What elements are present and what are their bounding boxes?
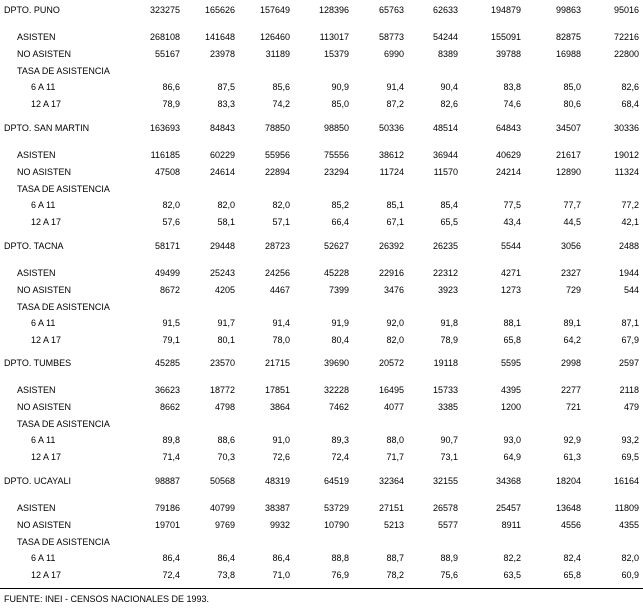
- cell-value: 74,6: [503, 99, 521, 109]
- cell-value: 8672: [159, 285, 180, 295]
- cell-value: 19012: [613, 150, 639, 160]
- cell-value: 80,6: [563, 99, 581, 109]
- cell-value: 90,7: [440, 435, 458, 445]
- cell-value: 43,4: [503, 217, 521, 227]
- cell-value: 11809: [614, 503, 639, 513]
- cell-value: 64,2: [563, 335, 581, 345]
- cell-value: 73,8: [217, 570, 235, 580]
- cell-value: 72,4: [162, 570, 180, 580]
- row-label: 12 A 17: [31, 335, 62, 345]
- cell-value: 85,2: [331, 200, 349, 210]
- cell-value: 91,8: [440, 318, 458, 328]
- cell-value: 48319: [264, 476, 290, 486]
- cell-value: 82875: [555, 32, 581, 42]
- cell-value: 60229: [209, 150, 235, 160]
- source-footnote: FUENTE: INEI - CENSOS NACIONALES DE 1993.: [4, 594, 210, 604]
- table-row: [0, 149, 643, 161]
- cell-value: 75,6: [440, 570, 458, 580]
- cell-value: 65,8: [503, 335, 521, 345]
- department-total-row: [0, 475, 643, 487]
- table-row: [0, 536, 643, 548]
- cell-value: 88,7: [386, 553, 404, 563]
- cell-value: 9769: [214, 520, 235, 530]
- cell-value: 95016: [613, 5, 639, 15]
- cell-value: 74,2: [272, 99, 290, 109]
- row-label: 6 A 11: [31, 553, 56, 563]
- cell-value: 18772: [209, 385, 235, 395]
- cell-value: 23978: [209, 49, 235, 59]
- table-row: [0, 519, 643, 531]
- cell-value: 61,3: [563, 452, 581, 462]
- cell-value: 82,0: [386, 335, 404, 345]
- table-row: [0, 166, 643, 178]
- cell-value: 30336: [613, 123, 639, 133]
- row-label: NO ASISTEN: [17, 520, 72, 530]
- cell-value: 91,7: [217, 318, 235, 328]
- cell-value: 26578: [432, 503, 458, 513]
- cell-value: 19701: [154, 520, 180, 530]
- table-row: [0, 183, 643, 195]
- cell-value: 3056: [560, 241, 581, 251]
- table-row: [0, 31, 643, 43]
- cell-value: 4271: [500, 268, 521, 278]
- row-label: 12 A 17: [31, 452, 62, 462]
- cell-value: 32364: [378, 476, 404, 486]
- cell-value: 2118: [619, 385, 639, 395]
- row-label: DPTO. TUMBES: [4, 358, 72, 368]
- cell-value: 65,8: [563, 570, 581, 580]
- row-label: ASISTEN: [17, 385, 56, 395]
- cell-value: 32228: [323, 385, 349, 395]
- cell-value: 83,3: [217, 99, 235, 109]
- cell-value: 4467: [269, 285, 290, 295]
- cell-value: 194879: [490, 5, 521, 15]
- row-label: DPTO. SAN MARTIN: [4, 123, 90, 133]
- table-row: [0, 384, 643, 396]
- cell-value: 16164: [613, 476, 639, 486]
- cell-value: 55956: [264, 150, 290, 160]
- cell-value: 45285: [154, 358, 180, 368]
- cell-value: 88,6: [217, 435, 235, 445]
- row-label: 6 A 11: [31, 82, 56, 92]
- cell-value: 15733: [432, 385, 458, 395]
- cell-value: 72216: [613, 32, 639, 42]
- cell-value: 86,4: [162, 553, 180, 563]
- cell-value: 91,9: [331, 318, 349, 328]
- cell-value: 82,4: [563, 553, 581, 563]
- cell-value: 68,4: [621, 99, 639, 109]
- cell-value: 79,1: [162, 335, 180, 345]
- row-label: DPTO. UCAYALI: [4, 476, 72, 486]
- cell-value: 77,2: [621, 200, 639, 210]
- cell-value: 12890: [555, 167, 581, 177]
- cell-value: 58171: [154, 241, 180, 251]
- cell-value: 10790: [323, 520, 349, 530]
- cell-value: 1200: [500, 402, 521, 412]
- cell-value: 64843: [495, 123, 521, 133]
- cell-value: 729: [565, 285, 581, 295]
- cell-value: 80,1: [217, 335, 235, 345]
- table-row: [0, 199, 643, 211]
- department-total-row: [0, 122, 643, 134]
- cell-value: 57,1: [272, 217, 290, 227]
- cell-value: 3385: [437, 402, 458, 412]
- cell-value: 87,1: [621, 318, 639, 328]
- cell-value: 36623: [154, 385, 180, 395]
- cell-value: 65,5: [440, 217, 458, 227]
- cell-value: 78,2: [386, 570, 404, 580]
- cell-value: 92,0: [386, 318, 404, 328]
- cell-value: 93,2: [621, 435, 639, 445]
- cell-value: 88,1: [503, 318, 521, 328]
- cell-value: 91,5: [162, 318, 180, 328]
- cell-value: 34368: [495, 476, 521, 486]
- row-label: 6 A 11: [31, 318, 56, 328]
- cell-value: 89,3: [331, 435, 349, 445]
- cell-value: 85,1: [386, 200, 404, 210]
- cell-value: 82,0: [162, 200, 180, 210]
- cell-value: 91,0: [272, 435, 290, 445]
- cell-value: 82,6: [621, 82, 639, 92]
- cell-value: 44,5: [563, 217, 581, 227]
- cell-value: 85,0: [563, 82, 581, 92]
- cell-value: 22312: [432, 268, 458, 278]
- row-label: TASA DE ASISTENCIA: [17, 66, 110, 76]
- table-row: [0, 267, 643, 279]
- cell-value: 7399: [328, 285, 349, 295]
- table-row: [0, 451, 643, 463]
- cell-value: 18204: [555, 476, 581, 486]
- cell-value: 78,0: [272, 335, 290, 345]
- cell-value: 721: [565, 402, 581, 412]
- cell-value: 98850: [323, 123, 349, 133]
- cell-value: 28723: [264, 241, 290, 251]
- cell-value: 21617: [555, 150, 581, 160]
- cell-value: 8911: [501, 520, 521, 530]
- cell-value: 29448: [209, 241, 235, 251]
- cell-value: 4355: [618, 520, 639, 530]
- cell-value: 5577: [437, 520, 458, 530]
- cell-value: 22800: [613, 49, 639, 59]
- table-row: [0, 434, 643, 446]
- cell-value: 4395: [500, 385, 521, 395]
- cell-value: 78,9: [162, 99, 180, 109]
- row-label: DPTO. TACNA: [4, 241, 64, 251]
- cell-value: 155091: [490, 32, 521, 42]
- cell-value: 82,6: [440, 99, 458, 109]
- cell-value: 71,4: [162, 452, 180, 462]
- row-label: 12 A 17: [31, 217, 62, 227]
- cell-value: 15379: [323, 49, 349, 59]
- cell-value: 58773: [378, 32, 404, 42]
- cell-value: 76,9: [331, 570, 349, 580]
- cell-value: 31189: [265, 49, 290, 59]
- cell-value: 60,9: [621, 570, 639, 580]
- table-row: [0, 48, 643, 60]
- cell-value: 323275: [149, 5, 180, 15]
- cell-value: 141648: [204, 32, 235, 42]
- cell-value: 8389: [437, 49, 458, 59]
- cell-value: 3476: [383, 285, 404, 295]
- cell-value: 163693: [149, 123, 180, 133]
- cell-value: 26392: [378, 241, 404, 251]
- cell-value: 88,8: [331, 553, 349, 563]
- footer-divider: [0, 588, 643, 589]
- cell-value: 99863: [555, 5, 581, 15]
- cell-value: 22916: [378, 268, 404, 278]
- cell-value: 92,9: [563, 435, 581, 445]
- cell-value: 85,0: [331, 99, 349, 109]
- cell-value: 87,5: [217, 82, 235, 92]
- row-label: ASISTEN: [17, 268, 56, 278]
- cell-value: 62633: [432, 5, 458, 15]
- cell-value: 52627: [323, 241, 349, 251]
- cell-value: 2488: [618, 241, 639, 251]
- cell-value: 72,6: [272, 452, 290, 462]
- cell-value: 78,9: [440, 335, 458, 345]
- cell-value: 88,9: [440, 553, 458, 563]
- row-label: ASISTEN: [17, 32, 56, 42]
- cell-value: 116185: [150, 150, 180, 160]
- cell-value: 32155: [432, 476, 458, 486]
- cell-value: 39788: [495, 49, 521, 59]
- row-label: NO ASISTEN: [17, 402, 72, 412]
- cell-value: 98887: [154, 476, 180, 486]
- cell-value: 26235: [432, 241, 458, 251]
- cell-value: 113017: [319, 32, 349, 42]
- cell-value: 3864: [269, 402, 290, 412]
- cell-value: 54244: [432, 32, 458, 42]
- cell-value: 25457: [495, 503, 521, 513]
- cell-value: 23294: [323, 167, 349, 177]
- cell-value: 23570: [209, 358, 235, 368]
- cell-value: 39690: [323, 358, 349, 368]
- table-row: [0, 301, 643, 313]
- cell-value: 55167: [154, 49, 180, 59]
- table-row: [0, 65, 643, 77]
- table-row: [0, 216, 643, 228]
- cell-value: 82,0: [272, 200, 290, 210]
- cell-value: 165626: [204, 5, 235, 15]
- table-row: [0, 317, 643, 329]
- cell-value: 47508: [154, 167, 180, 177]
- cell-value: 128396: [318, 5, 349, 15]
- cell-value: 2998: [560, 358, 581, 368]
- cell-value: 93,0: [503, 435, 521, 445]
- department-total-row: [0, 357, 643, 369]
- cell-value: 79186: [154, 503, 180, 513]
- cell-value: 72,4: [331, 452, 349, 462]
- department-total-row: [0, 240, 643, 252]
- cell-value: 84843: [209, 123, 235, 133]
- cell-value: 86,4: [217, 553, 235, 563]
- row-label: NO ASISTEN: [17, 49, 72, 59]
- cell-value: 19118: [433, 358, 458, 368]
- cell-value: 77,5: [503, 200, 521, 210]
- row-label: NO ASISTEN: [17, 285, 72, 295]
- cell-value: 90,9: [331, 82, 349, 92]
- cell-value: 157649: [259, 5, 290, 15]
- row-label: 12 A 17: [31, 570, 62, 580]
- cell-value: 479: [623, 402, 639, 412]
- table-row: [0, 81, 643, 93]
- table-row: [0, 98, 643, 110]
- cell-value: 86,4: [272, 553, 290, 563]
- table-row: [0, 569, 643, 581]
- cell-value: 50568: [209, 476, 235, 486]
- row-label: NO ASISTEN: [17, 167, 72, 177]
- cell-value: 2327: [560, 268, 581, 278]
- table-row: [0, 418, 643, 430]
- cell-value: 82,0: [621, 553, 639, 563]
- cell-value: 57,6: [162, 217, 180, 227]
- cell-value: 1273: [500, 285, 521, 295]
- cell-value: 2597: [618, 358, 639, 368]
- cell-value: 2277: [560, 385, 581, 395]
- cell-value: 90,4: [440, 82, 458, 92]
- cell-value: 268108: [149, 32, 180, 42]
- table-row: [0, 401, 643, 413]
- row-label: TASA DE ASISTENCIA: [17, 302, 110, 312]
- cell-value: 75556: [323, 150, 349, 160]
- cell-value: 91,4: [272, 318, 290, 328]
- cell-value: 73,1: [440, 452, 458, 462]
- cell-value: 4556: [560, 520, 581, 530]
- cell-value: 82,0: [217, 200, 235, 210]
- cell-value: 1944: [618, 268, 639, 278]
- cell-value: 40799: [209, 503, 235, 513]
- cell-value: 49499: [154, 268, 180, 278]
- row-label: DPTO. PUNO: [4, 5, 60, 15]
- cell-value: 70,3: [217, 452, 235, 462]
- cell-value: 40629: [495, 150, 521, 160]
- cell-value: 42,1: [621, 217, 639, 227]
- table-row: [0, 502, 643, 514]
- cell-value: 87,2: [386, 99, 404, 109]
- cell-value: 8662: [159, 402, 180, 412]
- cell-value: 24614: [209, 167, 235, 177]
- cell-value: 64519: [323, 476, 349, 486]
- cell-value: 91,4: [386, 82, 404, 92]
- cell-value: 5544: [500, 241, 521, 251]
- cell-value: 85,4: [440, 200, 458, 210]
- cell-value: 4077: [383, 402, 404, 412]
- department-total-row: [0, 4, 643, 16]
- cell-value: 9932: [269, 520, 290, 530]
- cell-value: 22894: [264, 167, 290, 177]
- cell-value: 38612: [378, 150, 404, 160]
- cell-value: 11724: [379, 167, 404, 177]
- cell-value: 71,0: [272, 570, 290, 580]
- cell-value: 17851: [264, 385, 290, 395]
- row-label: TASA DE ASISTENCIA: [17, 419, 110, 429]
- row-label: ASISTEN: [17, 150, 56, 160]
- cell-value: 45228: [323, 268, 349, 278]
- row-label: 6 A 11: [31, 200, 56, 210]
- cell-value: 7462: [328, 402, 349, 412]
- cell-value: 36944: [432, 150, 458, 160]
- cell-value: 85,6: [272, 82, 290, 92]
- table-row: [0, 334, 643, 346]
- cell-value: 126460: [259, 32, 290, 42]
- cell-value: 21715: [264, 358, 290, 368]
- cell-value: 5213: [383, 520, 404, 530]
- cell-value: 13648: [555, 503, 581, 513]
- cell-value: 64,9: [503, 452, 521, 462]
- cell-value: 53729: [323, 503, 349, 513]
- cell-value: 3923: [437, 285, 458, 295]
- cell-value: 4798: [214, 402, 235, 412]
- cell-value: 83,8: [503, 82, 521, 92]
- cell-value: 80,4: [331, 335, 349, 345]
- cell-value: 65763: [378, 5, 404, 15]
- cell-value: 11570: [433, 167, 458, 177]
- table-row: [0, 552, 643, 564]
- row-label: 12 A 17: [31, 99, 62, 109]
- cell-value: 89,1: [563, 318, 581, 328]
- cell-value: 4205: [214, 285, 235, 295]
- cell-value: 16495: [378, 385, 404, 395]
- cell-value: 77,7: [563, 200, 581, 210]
- cell-value: 69,5: [621, 452, 639, 462]
- cell-value: 34507: [555, 123, 581, 133]
- row-label: 6 A 11: [31, 435, 56, 445]
- cell-value: 78850: [264, 123, 290, 133]
- cell-value: 544: [623, 285, 639, 295]
- cell-value: 24214: [495, 167, 521, 177]
- table-row: [0, 284, 643, 296]
- cell-value: 66,4: [331, 217, 349, 227]
- cell-value: 67,9: [621, 335, 639, 345]
- cell-value: 50336: [378, 123, 404, 133]
- row-label: ASISTEN: [17, 503, 56, 513]
- cell-value: 20572: [378, 358, 404, 368]
- cell-value: 58,1: [217, 217, 235, 227]
- cell-value: 86,6: [162, 82, 180, 92]
- cell-value: 88,0: [386, 435, 404, 445]
- cell-value: 25243: [209, 268, 235, 278]
- cell-value: 38387: [264, 503, 290, 513]
- cell-value: 27151: [378, 503, 404, 513]
- cell-value: 82,2: [503, 553, 521, 563]
- cell-value: 48514: [432, 123, 458, 133]
- cell-value: 67,1: [386, 217, 404, 227]
- cell-value: 5595: [500, 358, 521, 368]
- row-label: TASA DE ASISTENCIA: [17, 184, 110, 194]
- cell-value: 11324: [614, 167, 639, 177]
- cell-value: 24256: [264, 268, 290, 278]
- cell-value: 6990: [383, 49, 404, 59]
- cell-value: 63,5: [503, 570, 521, 580]
- row-label: TASA DE ASISTENCIA: [17, 537, 110, 547]
- cell-value: 16988: [555, 49, 581, 59]
- cell-value: 89,8: [162, 435, 180, 445]
- cell-value: 71,7: [386, 452, 404, 462]
